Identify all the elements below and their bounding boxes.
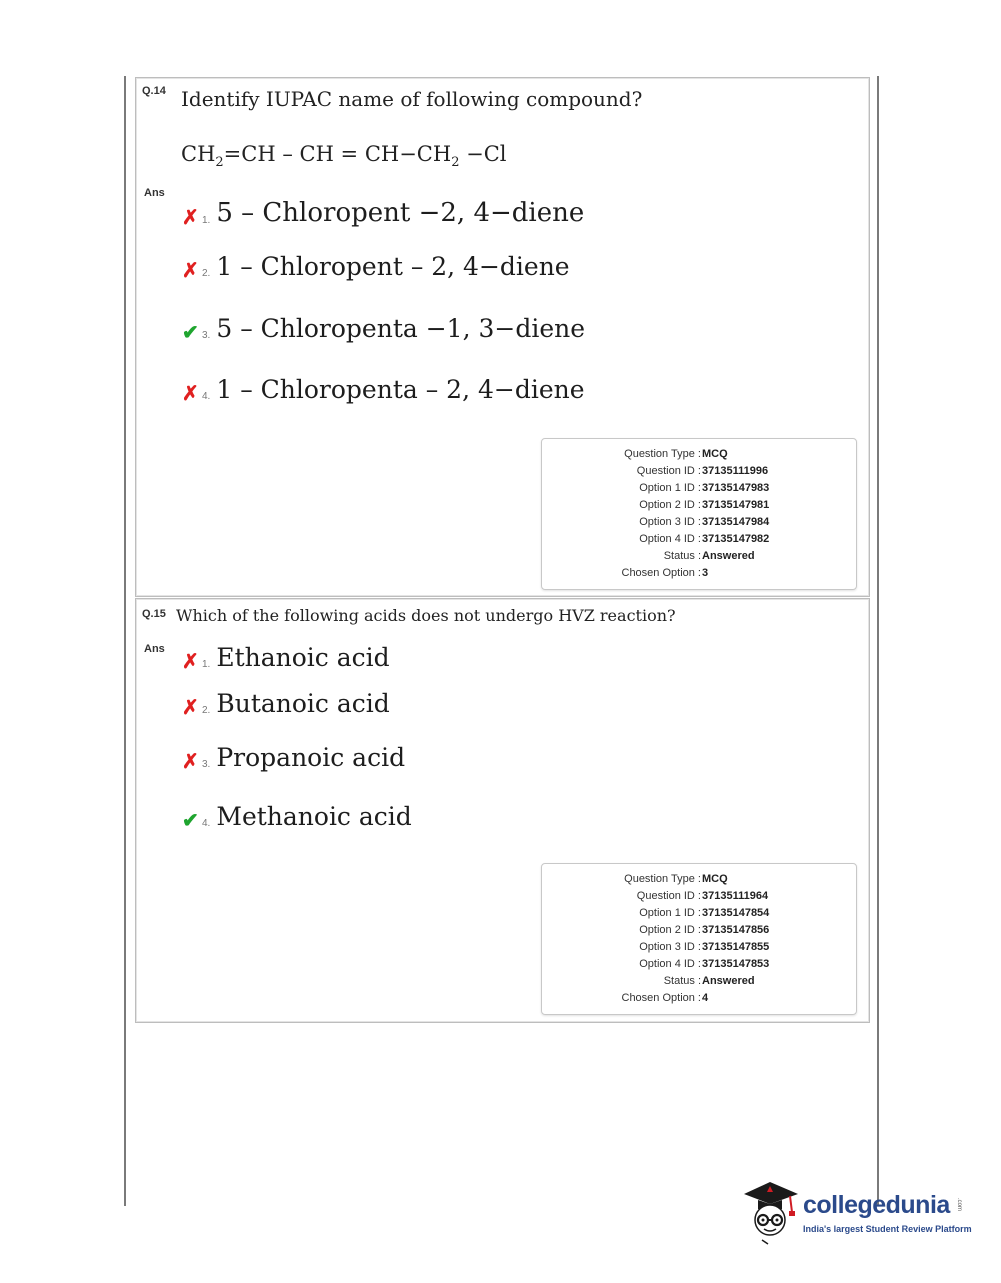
meta-key: Option 3 ID : [639, 516, 701, 528]
option-4 [182, 375, 585, 404]
check-icon: ✔ [182, 322, 199, 344]
question-text: Identify IUPAC name of following compound? [181, 87, 643, 111]
meta-value: 37135147855 [702, 941, 770, 953]
option-4 [182, 802, 412, 831]
meta-value: 37135147984 [702, 516, 770, 528]
option-number: 3. [202, 330, 211, 341]
meta-row [542, 973, 856, 990]
meta-row [542, 514, 856, 531]
meta-value: 37135147982 [702, 533, 770, 545]
meta-row [542, 939, 856, 956]
meta-value: 37135147854 [702, 907, 770, 919]
meta-key: Question ID : [636, 465, 701, 477]
meta-key: Option 2 ID : [639, 499, 701, 511]
option-3 [182, 314, 585, 343]
meta-value: 37135111996 [702, 465, 769, 477]
question-meta-box [541, 438, 857, 590]
answer-label: Ans [144, 643, 165, 655]
mascot-icon [740, 1176, 802, 1246]
meta-key: Option 4 ID : [639, 958, 701, 970]
option-number: 2. [202, 268, 211, 279]
option-1 [182, 643, 390, 672]
meta-value: 37135111964 [702, 890, 769, 902]
question-meta-box [541, 863, 857, 1015]
option-number: 4. [202, 818, 211, 829]
meta-key: Chosen Option : [621, 567, 701, 579]
meta-key: Question ID : [636, 890, 701, 902]
cross-icon: ✗ [182, 751, 199, 773]
option-text: Butanoic acid [216, 689, 390, 718]
question-number: Q.15 [142, 608, 166, 620]
option-number: 1. [202, 659, 211, 670]
meta-row [542, 905, 856, 922]
answer-label: Ans [144, 187, 165, 199]
collegedunia-logo[interactable] [740, 1176, 970, 1246]
meta-row [542, 446, 856, 463]
logo-wordmark: collegedunia [803, 1191, 950, 1219]
page-right-border [877, 76, 879, 1206]
option-number: 1. [202, 215, 211, 226]
meta-key: Option 4 ID : [639, 533, 701, 545]
meta-row [542, 548, 856, 565]
option-text: Propanoic acid [216, 743, 406, 772]
meta-value: Answered [702, 975, 755, 987]
meta-key: Status : [663, 550, 701, 562]
meta-row [542, 922, 856, 939]
meta-key: Option 2 ID : [639, 924, 701, 936]
meta-row [542, 990, 856, 1007]
meta-key: Status : [663, 975, 701, 987]
option-text: Ethanoic acid [216, 643, 390, 672]
meta-key: Chosen Option : [621, 992, 701, 1004]
meta-row [542, 871, 856, 888]
meta-row [542, 480, 856, 497]
meta-value: 4 [702, 992, 709, 1004]
logo-tagline: India's largest Student Review Platform [803, 1224, 972, 1234]
option-text: 1 – Chloropenta – 2, 4−diene [216, 375, 585, 404]
meta-value: 37135147853 [702, 958, 770, 970]
meta-value: 37135147983 [702, 482, 770, 494]
option-3 [182, 743, 405, 772]
cross-icon: ✗ [182, 697, 199, 719]
meta-key: Option 3 ID : [639, 941, 701, 953]
meta-key: Option 1 ID : [639, 482, 701, 494]
meta-row [542, 956, 856, 973]
logo-suffix: .com [956, 1198, 962, 1212]
meta-row [542, 463, 856, 480]
meta-value: 37135147856 [702, 924, 770, 936]
meta-row [542, 888, 856, 905]
meta-value: 3 [702, 567, 709, 579]
meta-value: Answered [702, 550, 755, 562]
question-number: Q.14 [142, 85, 166, 97]
chemical-formula: $CH_2=CH$ – CH = $CH-CH_2 -Cl$ [181, 142, 507, 171]
cross-icon: ✗ [182, 651, 199, 673]
option-text: 5 – Chloropenta −1, 3−diene [216, 314, 586, 343]
meta-row [542, 497, 856, 514]
option-number: 4. [202, 391, 211, 402]
meta-value: MCQ [702, 873, 728, 885]
option-text: 5 – Chloropent −2, 4−diene [216, 198, 585, 228]
option-number: 2. [202, 705, 211, 716]
cross-icon: ✗ [182, 260, 199, 282]
meta-value: 37135147981 [702, 499, 770, 511]
meta-key: Question Type : [624, 873, 701, 885]
option-1 [182, 198, 584, 228]
meta-key: Option 1 ID : [639, 907, 701, 919]
question-text: Which of the following acids does not undergo HVZ reaction? [176, 606, 676, 625]
page-left-border [124, 76, 126, 1206]
option-2 [182, 252, 570, 281]
check-icon: ✔ [182, 810, 199, 832]
meta-row [542, 565, 856, 582]
meta-value: MCQ [702, 448, 728, 460]
cross-icon: ✗ [182, 207, 199, 229]
cross-icon: ✗ [182, 383, 199, 405]
meta-key: Question Type : [624, 448, 701, 460]
meta-row [542, 531, 856, 548]
option-2 [182, 689, 390, 718]
option-text: 1 – Chloropent – 2, 4−diene [216, 252, 570, 281]
option-number: 3. [202, 759, 211, 770]
option-text: Methanoic acid [216, 802, 412, 831]
